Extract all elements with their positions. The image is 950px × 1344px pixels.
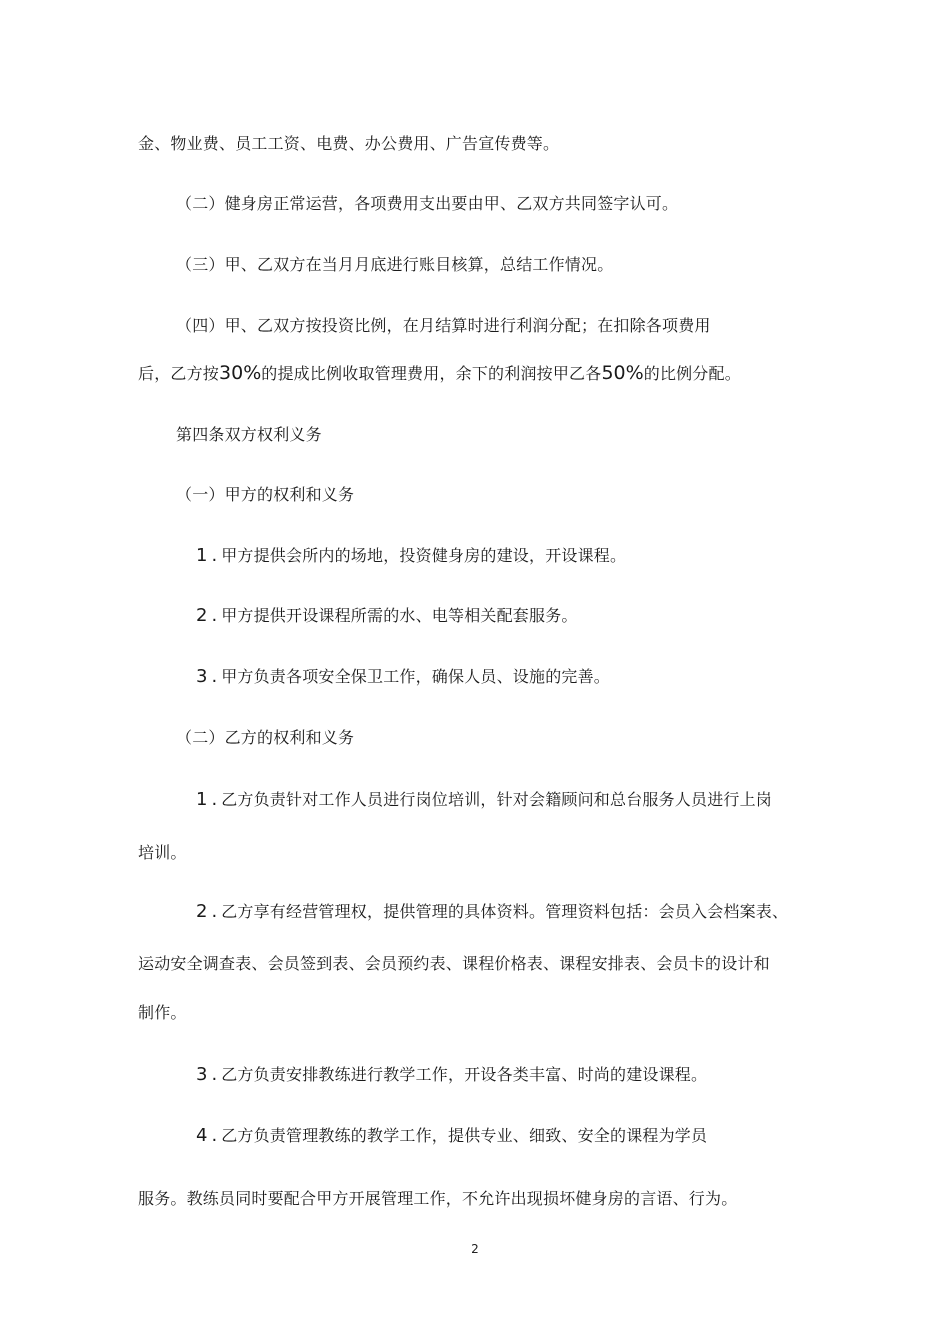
text: 培训。 [138,843,187,862]
paragraph-line [176,193,678,215]
paragraph-line [176,315,711,337]
subsection-heading [176,727,354,749]
percentage-value: 50% [601,362,644,384]
list-item [196,1125,707,1147]
text: 乙方负责针对工作人员进行岗位培训，针对会籍顾问和总台服务人员进行上岗 [221,790,772,809]
text: （二）健身房正常运营，各项费用支出要由甲、乙双方共同签字认可。 [176,194,679,213]
list-item [196,901,788,923]
text: 服务。教练员同时要配合甲方开展管理工作，不允许出现损坏健身房的言语、行为。 [138,1189,738,1208]
text: （一）甲方的权利和义务 [176,485,355,504]
paragraph-line [138,133,559,155]
text: 金、物业费、员工工资、电费、办公费用、广告宣传费等。 [138,134,560,153]
item-number: 1. [196,789,222,810]
item-number: 2. [196,605,222,626]
list-item [196,1064,707,1086]
text: 乙方负责管理教练的教学工作，提供专业、细致、安全的课程为学员 [221,1126,708,1145]
text: 甲方提供会所内的场地，投资健身房的建设，开设课程。 [221,546,627,565]
text: 后，乙方按 [138,364,220,383]
text: 的提成比例收取管理费用，余下的利润按甲乙各 [261,364,602,383]
paragraph-line [138,1188,737,1210]
text: 第四条双方权利义务 [176,425,322,444]
item-number: 3. [196,666,222,687]
paragraph-line [138,842,187,864]
list-item [196,789,772,811]
list-item [196,545,626,567]
text: 甲方提供开设课程所需的水、电等相关配套服务。 [221,606,578,625]
percentage-value: 30% [219,362,262,384]
list-item [196,666,610,688]
text: （四）甲、乙双方按投资比例，在月结算时进行利润分配；在扣除各项费用 [176,316,711,335]
text: 运动安全调查表、会员签到表、会员预约表、课程价格表、课程安排表、会员卡的设计和 [138,954,770,973]
page-number: 2 [471,1242,479,1256]
paragraph-line [138,953,770,975]
text: 乙方享有经营管理权，提供管理的具体资料。管理资料包括：会员入会档案表、 [221,902,789,921]
item-number: 3. [196,1064,222,1085]
subsection-heading [176,484,354,506]
paragraph-line [138,1002,187,1024]
text: 制作。 [138,1003,187,1022]
text: （三）甲、乙双方在当月月底进行账目核算，总结工作情况。 [176,255,614,274]
text: 的比例分配。 [643,364,741,383]
section-heading [176,424,322,446]
text: 乙方负责安排教练进行教学工作，开设各类丰富、时尚的建设课程。 [221,1065,708,1084]
paragraph-line [176,254,613,276]
item-number: 1. [196,545,222,566]
paragraph-line [138,362,741,385]
item-number: 4. [196,1125,222,1146]
text: （二）乙方的权利和义务 [176,728,355,747]
text: 甲方负责各项安全保卫工作，确保人员、设施的完善。 [221,667,610,686]
list-item [196,605,578,627]
item-number: 2. [196,901,222,922]
